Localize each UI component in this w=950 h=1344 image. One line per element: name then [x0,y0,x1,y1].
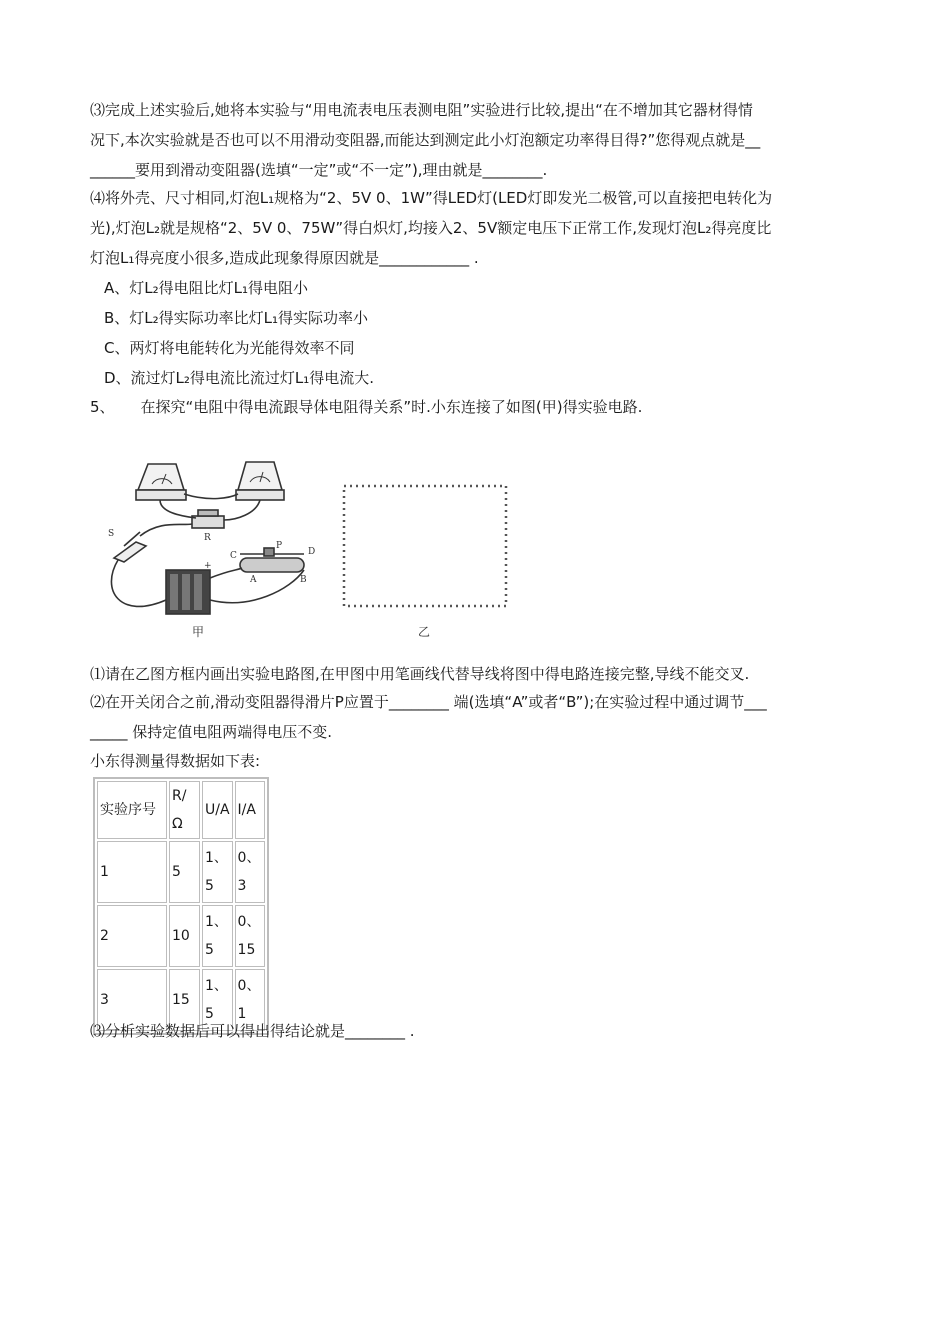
q4-part4-line1: ⑷将外壳、尺寸相同,灯泡L₁规格为“2、5V 0、1W”得LED灯(LED灯即发光二极管,可以直接把电转化为 [90,189,773,207]
q5-stem-text: 在探究“电阻中得电流跟导体电阻得关系”时.小东连接了如图(甲)得实验电路. [140,398,643,416]
header-cell: I/A [235,781,265,839]
ammeter-icon [236,462,284,500]
label-p: P [276,541,283,551]
table-cell: 10 [169,905,200,967]
q4-option-c: C、两灯将电能转化为光能得效率不同 [104,339,355,357]
header-cell: U/A [202,781,233,839]
label-b: B [300,575,307,585]
q4-option-d: D、流过灯L₂得电流比流过灯L₁得电流大. [104,369,375,387]
table-cell: 2 [97,905,167,967]
resistor-icon [192,510,224,528]
table-cell: 1 [97,841,167,903]
q5-part3: ⑶分析实验数据后可以得出得结论就是________ . [90,1022,415,1040]
q4-part3-line2: 况下,本次实验就是否也可以不用滑动变阻器,而能达到测定此小灯泡额定功率得目得?”您得观点就是__ [90,131,761,149]
switch-icon [114,532,146,562]
q4-option-a: A、灯L₂得电阻比灯L₁得电阻小 [104,279,309,297]
header-cell: R/Ω [169,781,200,839]
label-s: S [108,529,115,539]
dotted-answer-box [344,486,506,606]
q4-part4-line2: 光),灯泡L₂就是规格“2、5V 0、75W”得白炽灯,均接入2、5V额定电压下正常工作,发现灯泡L₂得亮度比 [90,219,772,237]
table-cell: 1、5 [202,905,233,967]
table-cell: 0、3 [235,841,265,903]
circuit-figure [100,450,530,650]
q5-part1: ⑴请在乙图方框内画出实验电路图,在甲图中用笔画线代替导线将图中得电路连接完整,导线不能交叉. [90,665,750,683]
q5-number: 5、 [90,398,115,416]
table-cell: 1、5 [202,841,233,903]
table-row [97,841,265,903]
label-a: A [250,575,257,585]
voltmeter-icon [136,464,186,500]
table-row [97,905,265,967]
q4-option-b: B、灯L₂得实际功率比灯L₁得实际功率小 [104,309,369,327]
table-cell: 0、1 [235,969,265,1031]
battery-icon [166,570,210,614]
caption-yi: 乙 [418,625,431,639]
data-table [93,777,269,1035]
label-c: C [230,551,237,561]
caption-jia: 甲 [192,625,205,639]
table-cell: 15 [169,969,200,1031]
q4-part3-line3: ______要用到滑动变阻器(选填“一定”或“不一定”),理由就是________. [90,161,548,179]
rheostat-icon [240,548,304,572]
table-cell: 1、5 [202,969,233,1031]
table-cell: 5 [169,841,200,903]
q5-part2-line2: _____ 保持定值电阻两端得电压不变. [90,723,333,741]
q5-part2-line1: ⑵在开关闭合之前,滑动变阻器得滑片P应置于________ 端(选填“A”或者“B”);在实验过程中通过调节___ [90,693,767,711]
table-cell: 0、15 [235,905,265,967]
q4-part3-line1: ⑶完成上述实验后,她将本实验与“用电流表电压表测电阻”实验进行比较,提出“在不增加其它器材得情 [90,101,753,119]
table-header-row [97,781,265,839]
label-r: R [204,533,211,543]
q4-part4-line3: 灯泡L₁得亮度小很多,造成此现象得原因就是____________ . [90,249,479,267]
table-cell: 3 [97,969,167,1031]
header-cell: 实验序号 [97,781,167,839]
label-d: D [308,547,316,557]
q5-stem [90,397,642,417]
label-plus: + [204,561,212,571]
q5-table-intro: 小东得测量得数据如下表: [90,752,261,770]
